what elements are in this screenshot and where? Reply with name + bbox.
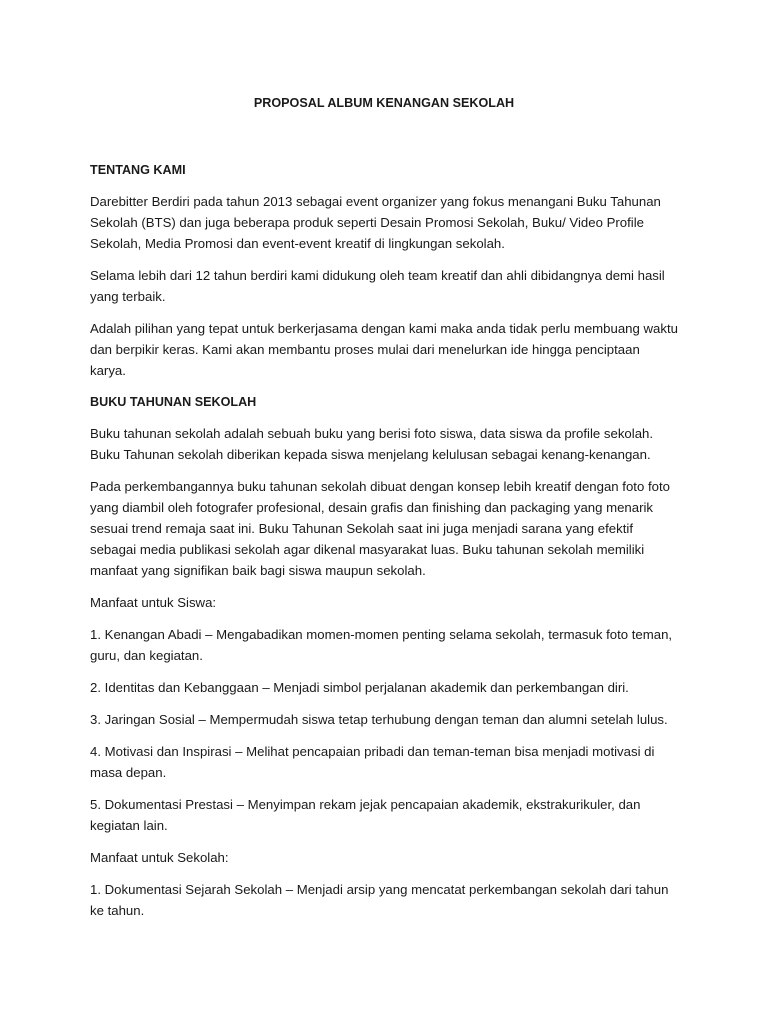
student-benefit-item: 5. Dokumentasi Prestasi – Menyimpan rekam jejak pencapaian akademik, ekstrakurikuler, dan kegiatan lain. <box>90 797 641 833</box>
student-benefits-label: Manfaat untuk Siswa: <box>90 595 217 610</box>
student-benefit-item: 4. Motivasi dan Inspirasi – Melihat pencapaian pribadi dan teman-teman bisa menjadi motivasi di masa depan. <box>90 744 655 780</box>
about-paragraph: Darebitter Berdiri pada tahun 2013 sebagai event organizer yang fokus menangani Buku Tahunan Sekolah (BTS) dan juga beberapa produk seperti Desain Promosi Sekolah, Buku/ Video Profile Sekolah, Media Promosi dan event-event kreatif di lingkungan sekolah. <box>90 194 661 251</box>
document-title: PROPOSAL ALBUM KENANGAN SEKOLAH <box>253 96 515 110</box>
student-benefit-item: 1. Kenangan Abadi – Mengabadikan momen-momen penting selama sekolah, termasuk foto teman, guru, dan kegiatan. <box>90 627 673 663</box>
yearbook-paragraph: Buku tahunan sekolah adalah sebuah buku yang berisi foto siswa, data siswa da profile sekolah. Buku Tahunan sekolah diberikan kepada siswa menjelang kelulusan sebagai kenang-kenangan. <box>90 426 654 462</box>
school-benefit-item: 1. Dokumentasi Sejarah Sekolah – Menjadi arsip yang mencatat perkembangan sekolah dari tahun ke tahun. <box>90 882 669 918</box>
section-heading-about: TENTANG KAMI <box>90 163 186 177</box>
student-benefit-item: 3. Jaringan Sosial – Mempermudah siswa tetap terhubung dengan teman dan alumni setelah lulus. <box>90 712 668 727</box>
student-benefit-item: 2. Identitas dan Kebanggaan – Menjadi simbol perjalanan akademik dan perkembangan diri. <box>90 680 629 695</box>
about-paragraph: Adalah pilihan yang tepat untuk berkerjasama dengan kami maka anda tidak perlu membuang waktu dan berpikir keras. Kami akan membantu proses mulai dari menelurkan ide hingga penciptaan karya. <box>90 321 678 378</box>
school-benefits-label: Manfaat untuk Sekolah: <box>90 850 229 865</box>
about-paragraph: Selama lebih dari 12 tahun berdiri kami didukung oleh team kreatif dan ahli dibidangnya demi hasil yang terbaik. <box>90 268 665 304</box>
section-heading-yearbook: BUKU TAHUNAN SEKOLAH <box>90 395 257 409</box>
yearbook-paragraph: Pada perkembangannya buku tahunan sekolah dibuat dengan konsep lebih kreatif dengan foto foto yang diambil oleh fotografer profesional, desain grafis dan finishing dan packaging yang menarik sesuai trend remaja saat ini. Buku Tahunan Sekolah saat ini juga menjadi sarana yang efektif sebagai media publikasi sekolah agar dikenal masyarakat luas. Buku tahunan sekolah memiliki manfaat yang signifikan baik bagi siswa maupun sekolah. <box>90 479 670 578</box>
